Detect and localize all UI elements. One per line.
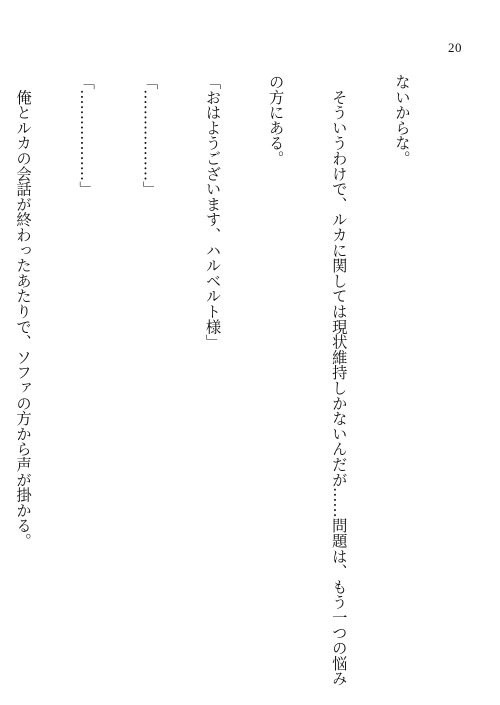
text-line: 「おはようございます、ハルベルト様」 (203, 74, 222, 350)
text-line: 「………………」 (140, 74, 159, 197)
page-number: 20 (448, 40, 462, 55)
text-line: ないからな。 (392, 74, 411, 166)
text-line: 俺とルカの会話が終わったあたりで、ソファの方から声が掛かる。 (14, 74, 33, 549)
text-line: そういうわけで、ルカに関しては現状維持しかないんだが……問題は、もう一つの悩み (329, 74, 348, 686)
text-line: の方にある。 (266, 74, 285, 166)
text-line: 「………………」 (77, 74, 96, 197)
vertical-text-block (14, 74, 454, 686)
